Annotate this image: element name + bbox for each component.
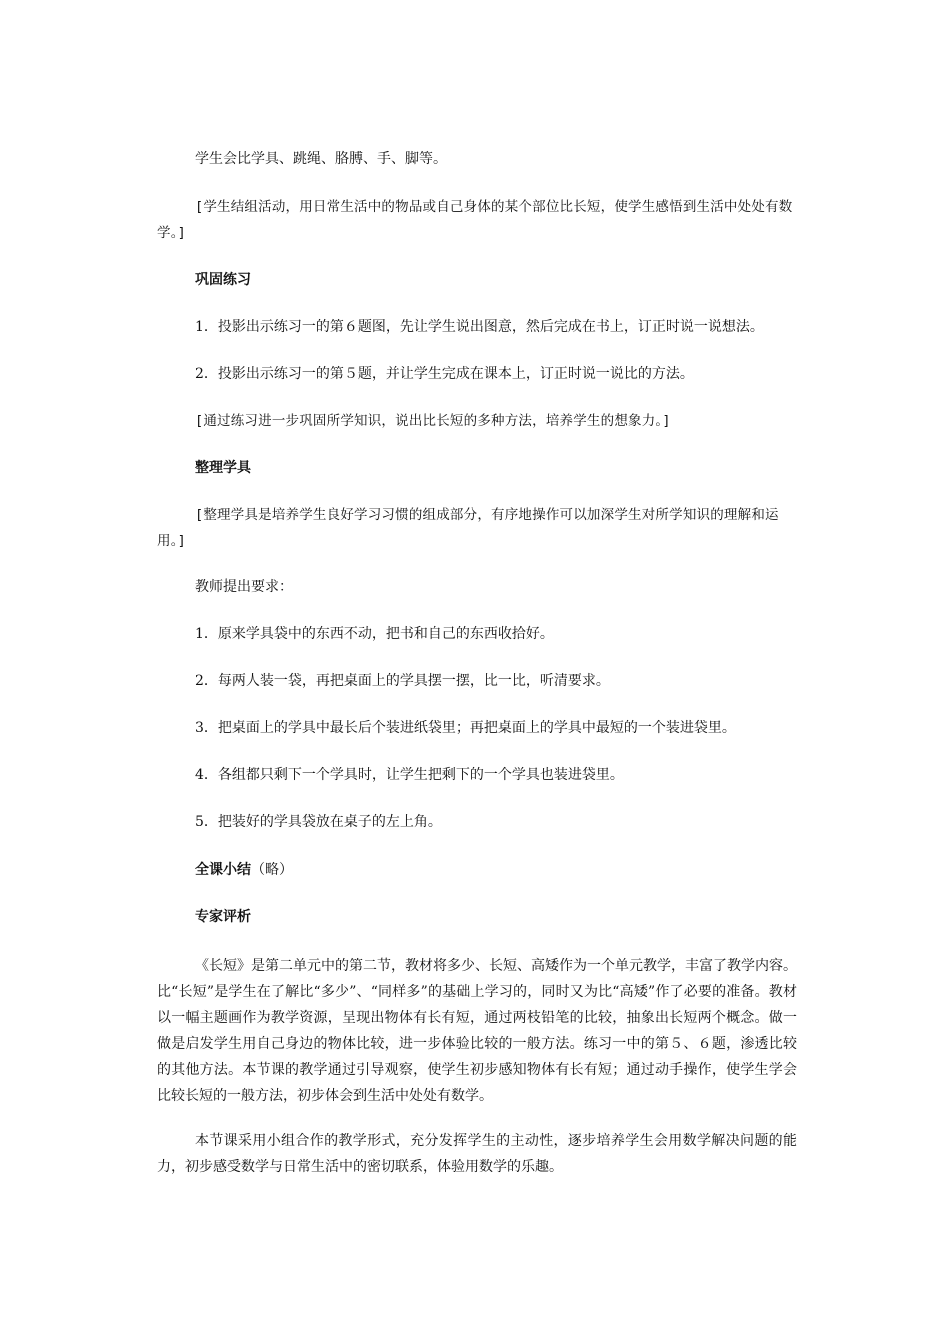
exercise-item-1: 1．投影出示练习一的第６题图，先让学生说出图意，然后完成在书上，订正时说一说想法。	[195, 319, 764, 335]
note-group-activity: [学生结组活动，用日常生活中的物品或自己身体的某个部位比长短，使学生感悟到生活中处处有数学。]	[157, 199, 793, 241]
paragraph-expert-review-2: 本节课采用小组合作的教学形式，充分发挥学生的主动性，逐步培养学生会用数学解决问题的能力，初步感受数学与日常生活中的密切联系，体验用数学的乐趣。	[157, 1133, 797, 1175]
exercise-item-2: 2．投影出示练习一的第５题，并让学生完成在课本上，订正时说一说比的方法。	[195, 366, 694, 382]
requirement-item-2: 2．每两人装一袋，再把桌面上的学具摆一摆，比一比，听清要求。	[195, 673, 610, 689]
heading-consolidation-practice: 巩固练习	[195, 272, 251, 288]
text-teacher-requirements: 教师提出要求：	[195, 579, 293, 595]
requirement-item-4: 4．各组都只剩下一个学具时，让学生把剩下的一个学具也装进袋里。	[195, 767, 624, 783]
note-practice: [通过练习进一步巩固所学知识，说出比长短的多种方法，培养学生的想象力。]	[195, 413, 671, 429]
heading-lesson-summary-label: 全课小结	[195, 862, 251, 878]
text-students-compare: 学生会比学具、跳绳、胳膊、手、脚等。	[195, 151, 447, 167]
requirement-item-3: 3．把桌面上的学具中最长后个装进纸袋里；再把桌面上的学具中最短的一个装进袋里。	[195, 720, 736, 736]
requirement-item-1: 1．原来学具袋中的东西不动，把书和自己的东西收拾好。	[195, 626, 554, 642]
requirement-item-5: 5．把装好的学具袋放在桌子的左上角。	[195, 814, 442, 830]
heading-lesson-summary-suffix: （略）	[251, 862, 293, 878]
heading-organize-tools: 整理学具	[195, 460, 251, 476]
heading-lesson-summary	[157, 857, 797, 883]
note-organize-tools: [整理学具是培养学生良好学习习惯的组成部分，有序地操作可以加深学生对所学知识的理解和运用。]	[157, 507, 779, 549]
paragraph-expert-review-1: 《长短》是第二单元中的第二节，教材将多少、长短、高矮作为一个单元教学，丰富了教学内容。比“长短”是学生在了解比“多少”、“同样多”的基础上学习的，同时又为比“高矮”作了必要的准备。教材以一幅主题画作为教学资源，呈现出物体有长有短，通过两枝铅笔的比较，抽象出长短两个概念。做一做是启发学生用自己身边的物体比较，进一步体验比较的一般方法。练习一中的第５、６题，渗透比较的其他方法。本节课的教学通过引导观察，使学生初步感知物体有长有短；通过动手操作，使学生学会比较长短的一般方法，初步体会到生活中处处有数学。	[157, 958, 797, 1104]
heading-expert-review: 专家评析	[195, 909, 251, 925]
